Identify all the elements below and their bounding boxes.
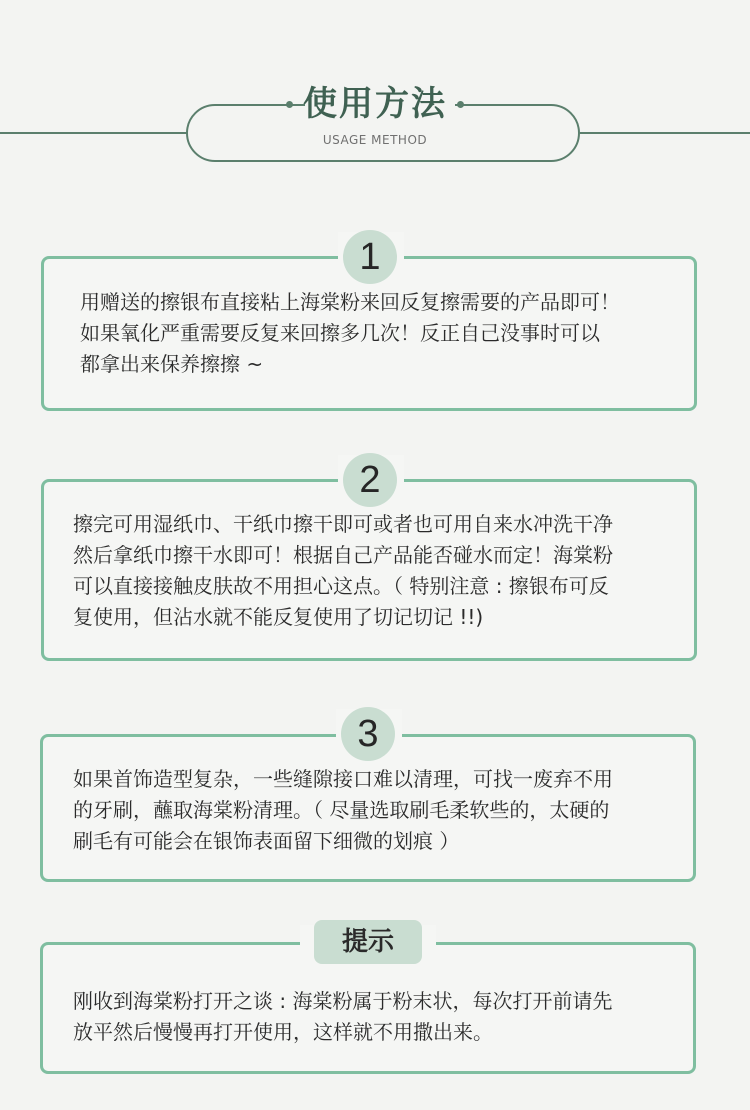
tip-badge: 提示	[314, 920, 422, 964]
page-title: 使用方法	[303, 84, 447, 124]
step-number-badge-2: 2	[343, 453, 397, 507]
step-text-2: 擦完可用湿纸巾、干纸巾擦干即可或者也可用自来水冲洗干净 然后拿纸巾擦干水即可！根据自己产品能否碰水而定！海棠粉 可以直接接触皮肤故不用担心这点。（ 特别注意 : 擦银布可反 复使用，但沾水就不能反复使用了切记切记 !!)	[73, 512, 613, 629]
step-number-badge-1: 1	[343, 230, 397, 284]
page-subtitle: USAGE METHOD	[322, 133, 428, 147]
step-text-3: 如果首饰造型复杂，一些缝隙接口难以清理，可找一废弃不用 的牙刷，蘸取海棠粉清理。（ 尽量选取刷毛柔软些的，太硬的 刷毛有可能会在银饰表面留下细微的划痕 ）	[73, 767, 613, 853]
step-text-1: 用赠送的擦银布直接粘上海棠粉来回反复擦需要的产品即可！ 如果氧化严重需要反复来回擦多几次！反正自己没事时可以 都拿出来保养擦擦 ~	[80, 290, 620, 376]
tip-text: 刚收到海棠粉打开之谈 : 海棠粉属于粉末状，每次打开前请先 放平然后慢慢再打开使用，这样就不用撒出来。	[73, 989, 613, 1044]
step-number-badge-3: 3	[341, 707, 395, 761]
